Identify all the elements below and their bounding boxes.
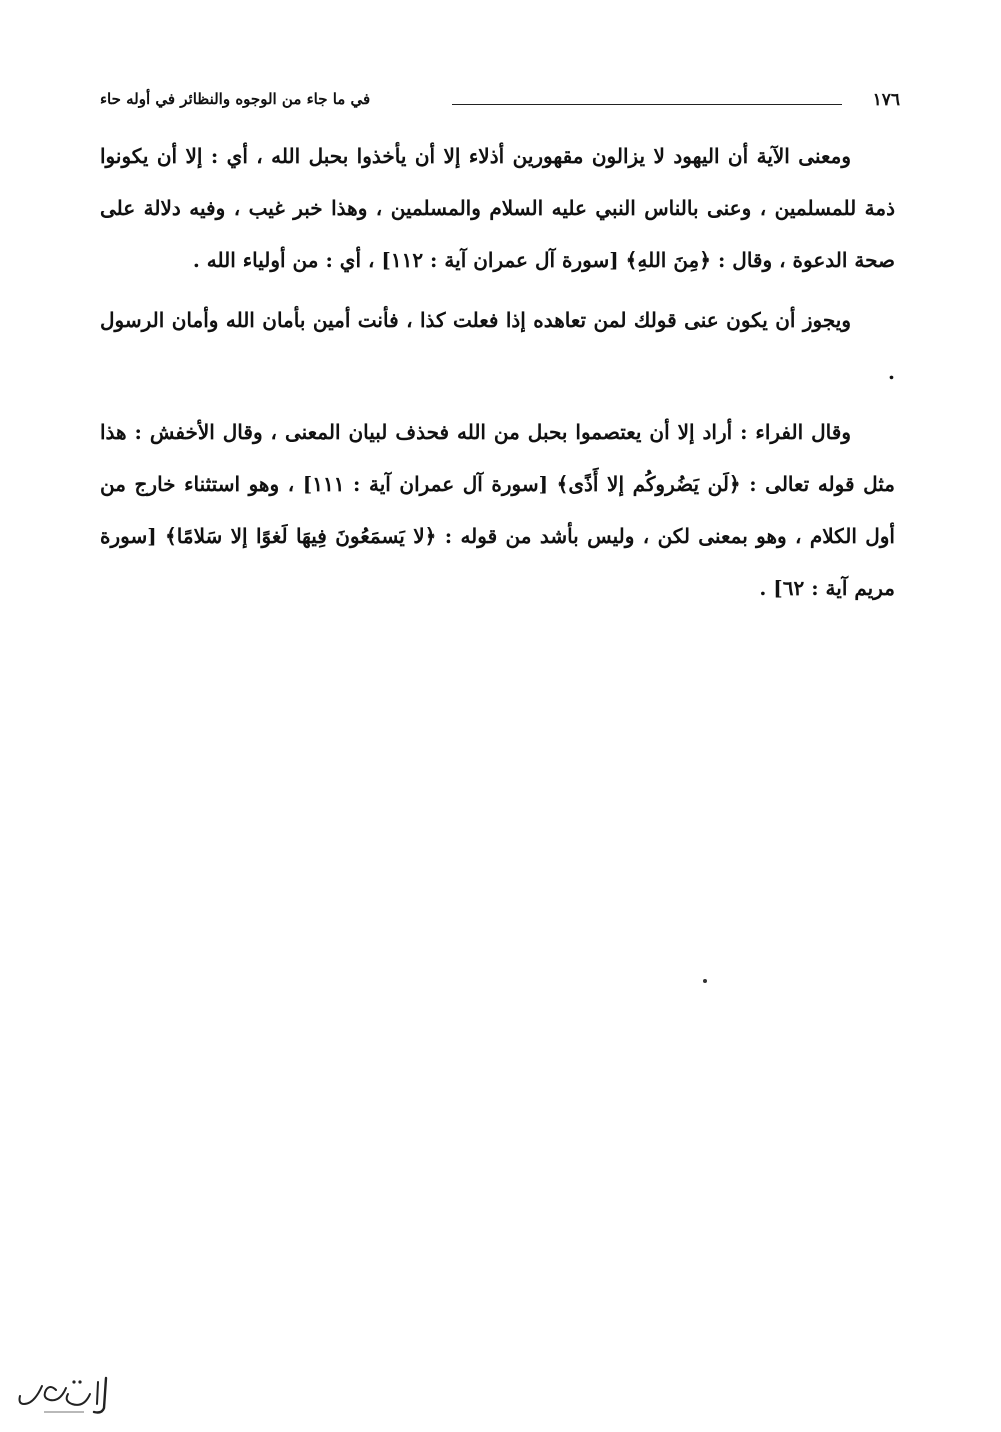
page-number: ١٧٦ — [872, 90, 900, 110]
body-text — [100, 130, 895, 622]
paragraph: وقال الفراء : أراد إلا أن يعتصموا بحبل من الله فحذف لبيان المعنى ، وقال الأخفش : هذا مثل قوله تعالى : ﴿لَن يَضُروكُم إلا أَذًى﴾ [سورة آل عمران آية : ١١١] ، وهو استثناء خارج من أول الكلام ، وهو بمعنى لكن ، وليس بأشد من قوله : ﴿لا يَسمَعُونَ فِيهَا لَغوًا إلا سَلامًا﴾ [سورة مريم آية : ٦٢] . — [100, 420, 895, 600]
paragraph: ويجوز أن يكون عنى قولك لمن تعاهده إذا فعلت كذا ، فأنت أمين بأمان الله وأمان الرسول . — [100, 308, 895, 384]
stray-dot — [703, 979, 707, 983]
running-title: في ما جاء من الوجوه والنظائر في أوله حاء — [100, 90, 371, 108]
calligraphy-logo-icon — [14, 1374, 114, 1418]
header-rule — [452, 104, 842, 105]
paragraph: ومعنى الآية أن اليهود لا يزالون مقهورين أذلاء إلا أن يأخذوا بحبل الله ، أي : إلا أن يكونوا ذمة للمسلمين ، وعنى بالناس النبي عليه السلام والمسلمين ، وهذا خبر غيب ، وفيه دلالة على صحة الدعوة ، وقال : ﴿مِنَ اللهِ﴾ [سورة آل عمران آية : ١١٢] ، أي : من أولياء الله . — [100, 144, 895, 272]
page-header — [100, 90, 900, 120]
